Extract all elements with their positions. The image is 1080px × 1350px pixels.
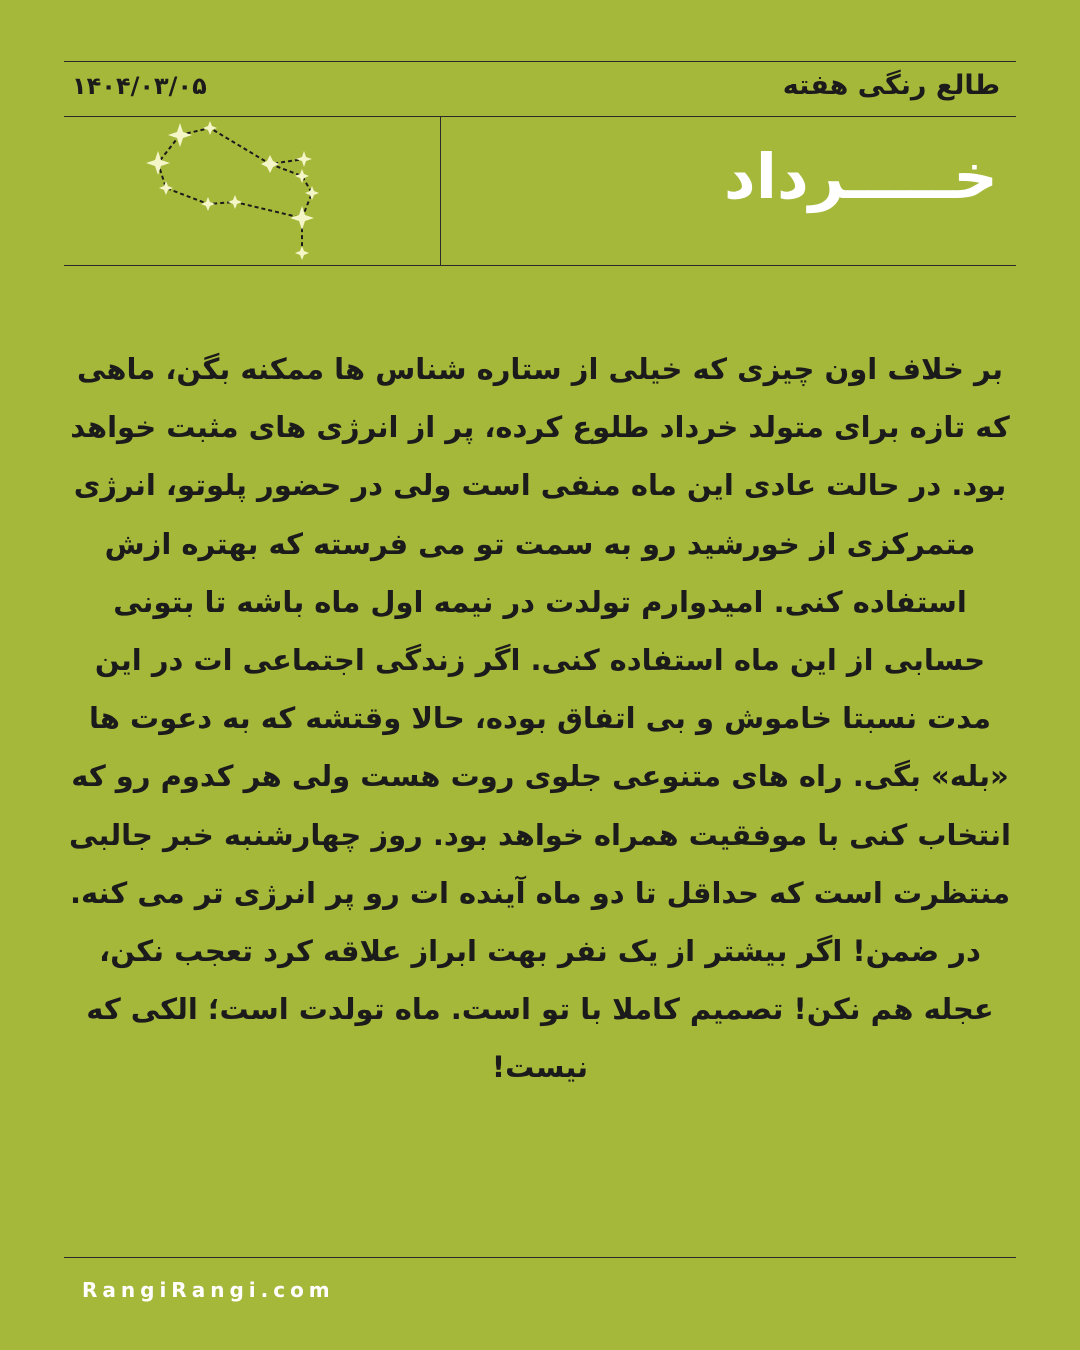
website-url: RangiRangi.com [82, 1278, 335, 1302]
month-title: خـــــرداد [723, 140, 998, 213]
title-section-divider [64, 265, 1016, 266]
footer-divider [64, 1257, 1016, 1258]
page-heading: طالع رنگی هفته [782, 70, 1000, 101]
header-divider [64, 116, 1016, 117]
horoscope-text: بر خلاف اون چیزی که خیلی از ستاره شناس ها ممکنه بگن، ماهی که تازه برای متولد خرداد طلوع کرده، پر از انرژی های مثبت خواهد بود. در حالت عادی این ماه منفی است ولی در حضور پلوتو، انرژی متمرکزی از خورشید رو به سمت تو می فرسته که بهتره ازش استفاده کنی. امیدوارم تولدت در نیمه اول ماه باشه تا بتونی حسابی از این ماه استفاده کنی. اگر زندگی اجتماعی ات در این مدت نسبتا خاموش و بی اتفاق بوده، حالا وقتشه که به دعوت ها «بله» بگی. راه های متنوعی جلوی روت هست ولی هر کدوم رو که انتخاب کنی با موفقیت همراه خواهد بود. روز چهارشنبه خبر جالبی منتظرت است که حداقل تا دو ماه آینده ات رو پر انرژی تر می کنه. در ضمن! اگر بیشتر از یک نفر بهت ابراز علاقه کرد تعجب نکن، عجله هم نکن! تصمیم کاملا با تو است. ماه تولدت است؛ الکی که نیست! [69, 352, 1011, 1085]
title-section-vertical-divider [440, 116, 441, 265]
gemini-constellation-icon [140, 118, 340, 264]
issue-date: ۱۴۰۴/۰۳/۰۵ [72, 72, 207, 100]
top-divider [64, 61, 1016, 62]
